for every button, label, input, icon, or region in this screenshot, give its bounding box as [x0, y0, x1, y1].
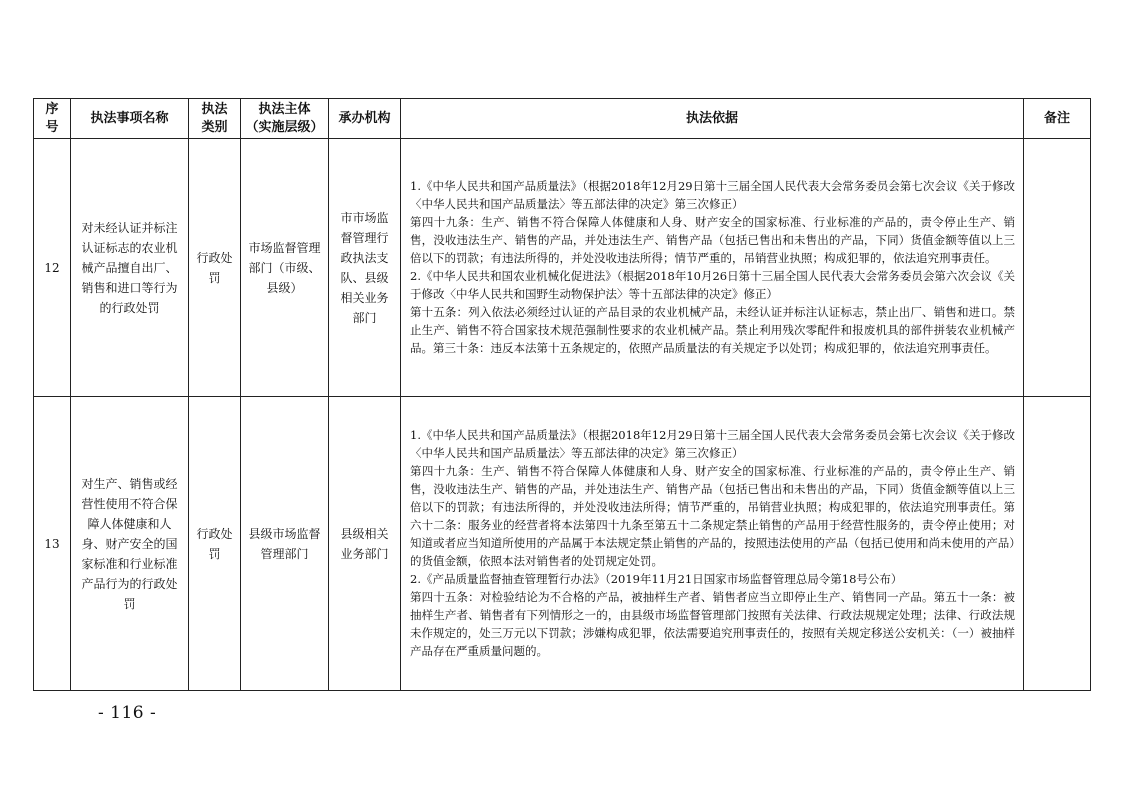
header-basis: 执法依据 — [401, 99, 1024, 139]
basis-paragraph: 2.《产品质量监督抽查管理暂行办法》（2019年11月21日国家市场监督管理总局令第18号公布） — [410, 571, 903, 586]
row-subject: 市场监督管理部门（市级、县级） — [241, 139, 329, 397]
basis-paragraph: 第四十九条：生产、销售不符合保障人体健康和人身、财产安全的国家标准、行业标准的产品的，责令停止生产、销售，没收违法生产、销售的产品，并处违法生产、销售产品（包括已售出和未售出的产品，下同）货值金额等值以上三倍以下的罚款；有违法所得的，并处没收违法所得；情节严重的，吊销营业执照；构成犯罪的，依法追究刑事责任。第六十二条：服务业的经营者将本法第四十九条至第五十二条规定禁止销售的产品用于经营性服务的，责令停止使用；对知道或者应当知道所使用的产品属于本法规定禁止销售的产品的，按照违法使用的产品（包括已使用和尚未使用的产品）的货值金额，依照本法对销售者的处罚规定处罚。 — [410, 463, 1015, 568]
header-agency: 承办机构 — [329, 99, 401, 139]
basis-paragraph: 1.《中华人民共和国产品质量法》（根据2018年12月29日第十三届全国人民代表大会常务委员会第七次会议《关于修改〈中华人民共和国产品质量法〉等五部法律的决定》第三次修正） — [410, 178, 1015, 211]
header-seq: 序 号 — [34, 99, 71, 139]
row-agency: 县级相关业务部门 — [329, 397, 401, 691]
basis-paragraph: 2.《中华人民共和国农业机械化促进法》（根据2018年10月26日第十三届全国人民代表大会常务委员会第六次会议《关于修改〈中华人民共和国野生动物保护法〉等十五部法律的决定》修正） — [410, 268, 1015, 301]
row-basis — [401, 397, 1024, 691]
row-item-name: 对未经认证并标注认证标志的农业机械产品擅自出厂、销售和进口等行为的行政处罚 — [71, 139, 189, 397]
row-basis — [401, 139, 1024, 397]
row-agency: 市市场监督管理行政执法支队、县级相关业务部门 — [329, 139, 401, 397]
header-category: 执法 类别 — [189, 99, 241, 139]
row-seq: 13 — [34, 397, 71, 691]
header-remarks: 备注 — [1024, 99, 1091, 139]
header-subject: 执法主体 （实施层级） — [241, 99, 329, 139]
table-row — [34, 397, 1091, 691]
basis-paragraph: 第十五条：列入依法必须经过认证的产品目录的农业机械产品，未经认证并标注认证标志，禁止出厂、销售和进口。禁止生产、销售不符合国家技术规范强制性要求的农业机械产品。禁止利用残次零配件和报废机具的部件拼装农业机械产品。第三十条：违反本法第十五条规定的，依照产品质量法的有关规定予以处罚；构成犯罪的，依法追究刑事责任。 — [410, 304, 1015, 355]
basis-paragraph: 第四十九条：生产、销售不符合保障人体健康和人身、财产安全的国家标准、行业标准的产品的，责令停止生产、销售，没收违法生产、销售的产品，并处违法生产、销售产品（包括已售出和未售出的产品，下同）货值金额等值以上三倍以下的罚款；有违法所得的，并处没收违法所得；情节严重的，吊销营业执照；构成犯罪的，依法追究刑事责任。 — [410, 214, 1015, 265]
law-enforcement-table — [33, 98, 1091, 691]
row-item-name: 对生产、销售或经营性使用不符合保障人体健康和人身、财产安全的国家标准和行业标准产品行为的行政处罚 — [71, 397, 189, 691]
row-seq: 12 — [34, 139, 71, 397]
row-category: 行政处罚 — [189, 397, 241, 691]
row-category: 行政处罚 — [189, 139, 241, 397]
row-subject: 县级市场监督管理部门 — [241, 397, 329, 691]
table-header-row — [34, 99, 1091, 139]
page-number: - 116 - — [98, 703, 157, 723]
row-remarks — [1024, 397, 1091, 691]
header-item-name: 执法事项名称 — [71, 99, 189, 139]
row-remarks — [1024, 139, 1091, 397]
table-row — [34, 139, 1091, 397]
basis-paragraph: 1.《中华人民共和国产品质量法》（根据2018年12月29日第十三届全国人民代表大会常务委员会第七次会议《关于修改〈中华人民共和国产品质量法〉等五部法律的决定》第三次修正） — [410, 427, 1015, 460]
basis-paragraph: 第四十五条：对检验结论为不合格的产品，被抽样生产者、销售者应当立即停止生产、销售同一产品。第五十一条：被抽样生产者、销售者有下列情形之一的，由县级市场监督管理部门按照有关法律、行政法规规定处理；法律、行政法规未作规定的，处三万元以下罚款；涉嫌构成犯罪，依法需要追究刑事责任的，按照有关规定移送公安机关：（一）被抽样产品存在严重质量问题的。 — [410, 589, 1015, 658]
